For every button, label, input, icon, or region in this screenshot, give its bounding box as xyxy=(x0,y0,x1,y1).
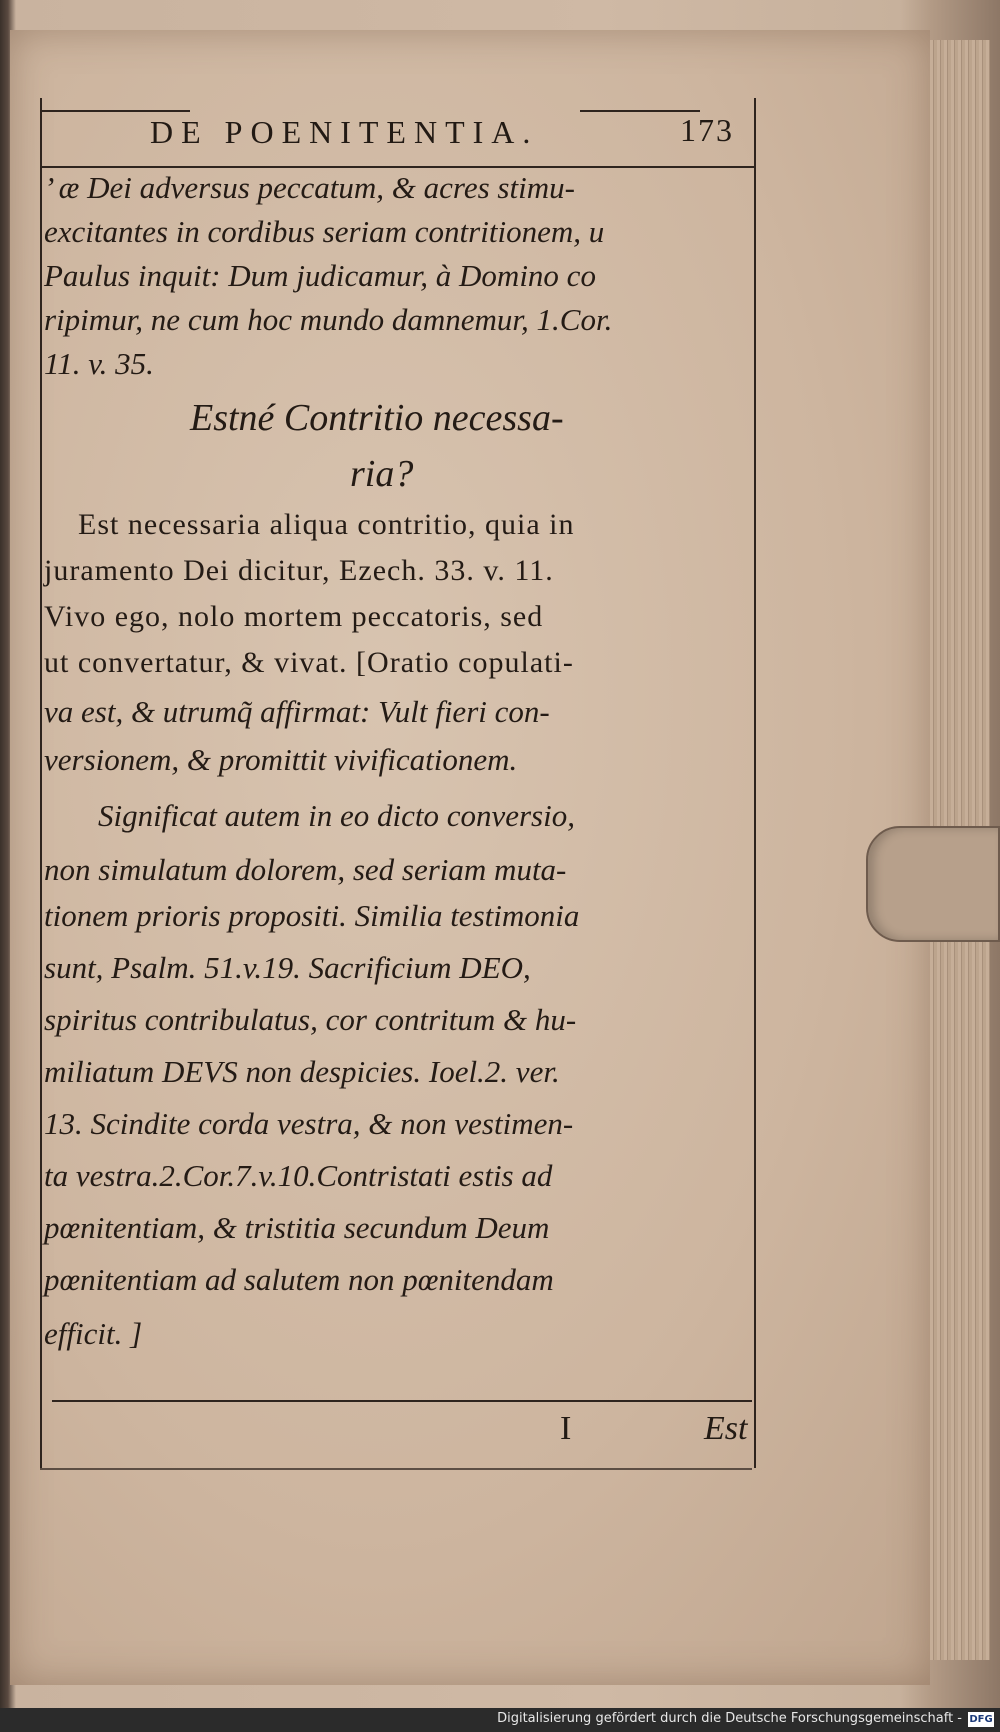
text-line: ripimur, ne cum hoc mundo damnemur, 1.Cor. xyxy=(44,302,613,337)
text-line: pœnitentiam, & tristitia secundum Deum xyxy=(44,1210,550,1245)
question-heading: Estné Contritio necessa- xyxy=(190,397,564,439)
text-line: ’ æ Dei adversus peccatum, & acres stimu- xyxy=(44,170,575,205)
page-number: 173 xyxy=(680,112,734,148)
text-line: 11. v. 35. xyxy=(44,346,154,381)
credit-bar xyxy=(0,1708,1000,1732)
text-line: pœnitentiam ad salutem non pœnitendam xyxy=(44,1262,554,1297)
bottom-rule-outer xyxy=(40,1468,752,1470)
text-line: versionem, & promittit vivificationem. xyxy=(44,742,518,777)
text-line: va est, & utrumq̃ affirmat: Vult fieri con- xyxy=(44,694,550,729)
text-line: ta vestra.2.Cor.7.v.10.Contristati estis ad xyxy=(44,1158,553,1193)
dfg-logo-icon: DFG xyxy=(969,1714,993,1725)
text-line: excitantes in cordibus seriam contritionem, u xyxy=(44,214,605,249)
text-line: 13. Scindite corda vestra, & non vestimen- xyxy=(44,1106,574,1141)
text-line: spiritus contribulatus, cor contritum & hu- xyxy=(44,1002,577,1037)
text-line: ut convertatur, & vivat. [Oratio copulati- xyxy=(44,646,574,679)
text-line: Significat autem in eo dicto conversio, xyxy=(98,798,575,833)
text-line: Est necessaria aliqua contritio, quia in xyxy=(78,508,575,541)
page-tab-marker xyxy=(866,826,1000,942)
text-line: tionem prioris propositi. Similia testimonia xyxy=(44,898,580,933)
text-line: non simulatum dolorem, sed seriam muta- xyxy=(44,852,567,887)
text-line: Paulus inquit: Dum judicamur, à Domino co xyxy=(44,258,596,293)
top-rule xyxy=(40,166,754,168)
text-line: sunt, Psalm. 51.v.19. Sacrificium DEO, xyxy=(44,950,531,985)
text-line: juramento Dei dicitur, Ezech. 33. v. 11. xyxy=(44,554,554,587)
bottom-rule xyxy=(52,1400,752,1402)
credit-text: Digitalisierung gefördert durch die Deutsche Forschungsgemeinschaft - xyxy=(497,1711,962,1726)
catchword: Est xyxy=(704,1410,748,1447)
text-line: efficit. ] xyxy=(44,1316,143,1351)
signature-mark: I xyxy=(560,1410,572,1447)
text-line: Vivo ego, nolo mortem peccatoris, sed xyxy=(44,600,544,633)
question-heading-cont: ria? xyxy=(350,453,414,495)
text-line: miliatum DEVS non despicies. Ioel.2. ver. xyxy=(44,1054,560,1089)
running-title: DE POENITENTIA. xyxy=(150,114,539,150)
